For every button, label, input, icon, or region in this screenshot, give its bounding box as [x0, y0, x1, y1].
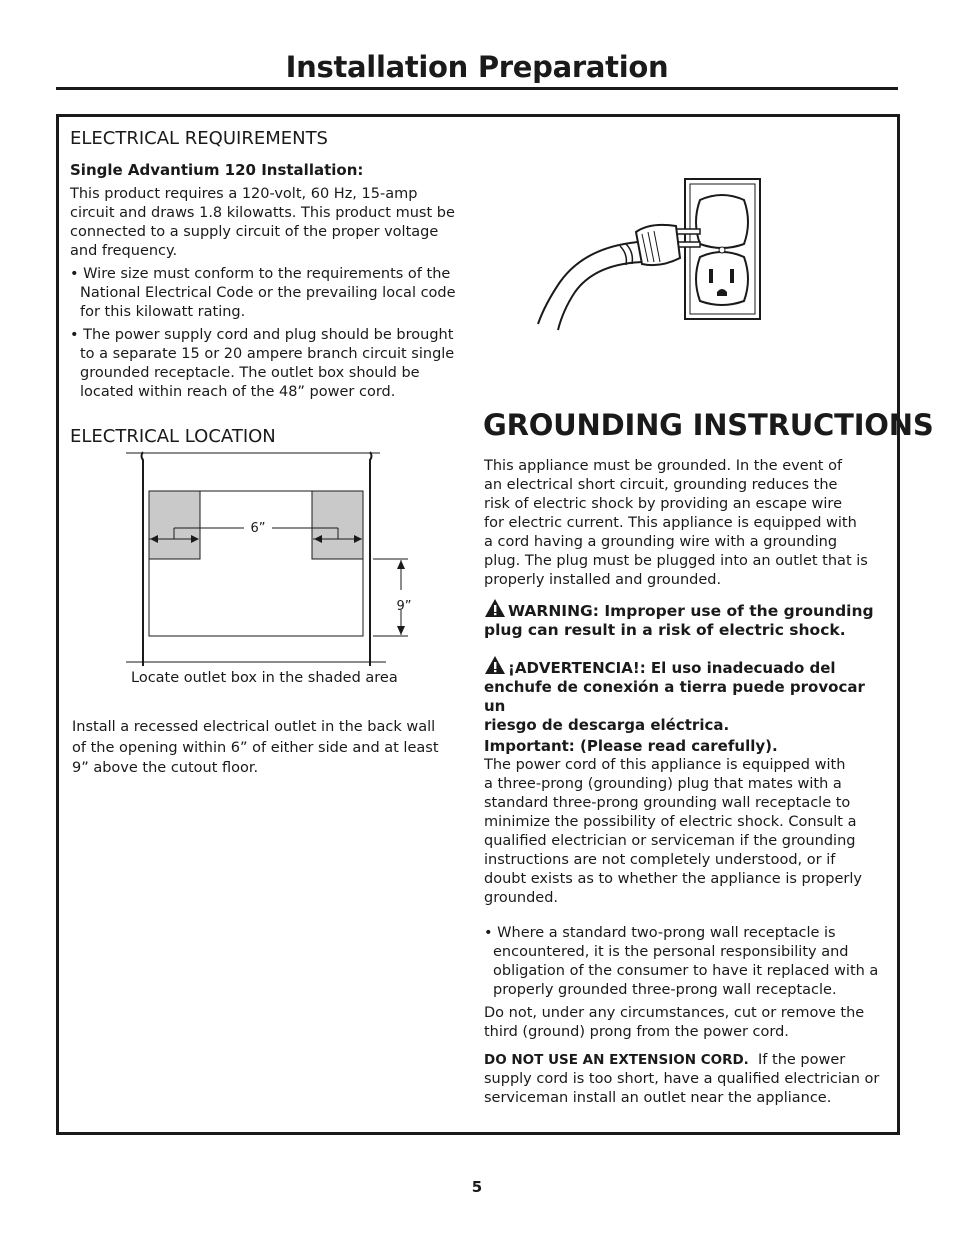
grounded-plug-illustration	[530, 172, 770, 332]
grounding-instructions-title: GROUNDING INSTRUCTIONS	[483, 408, 934, 442]
diagram-caption: Locate outlet box in the shaded area	[131, 670, 398, 686]
dimension-6-label: 6”	[250, 521, 266, 536]
important-paragraph: The power cord of this appliance is equipped with a three-prong (grounding) plug that mates with a standard three-prong grounding wall receptacle to minimize the possibility of electric shock. Consult a qualified electrician or serviceman if the grounding instructions are not completely understood, or if doubt exists as to whether the appliance is properly grounded.	[484, 757, 862, 906]
title-divider	[56, 87, 898, 90]
grounding-intro: This appliance must be grounded. In the event of an electrical short circuit, grounding reduces the risk of electric shock by providing an escape wire for electric current. This appliance is equipped with a cord having a grounding wire with a grounding plug. The plug must be plugged into an outlet that is properly installed and grounded.	[484, 458, 868, 588]
electrical-location-heading: ELECTRICAL LOCATION	[70, 426, 276, 447]
single-advantium-subheading: Single Advantium 120 Installation:	[70, 161, 364, 179]
page-title: Installation Preparation	[285, 50, 669, 84]
warning-triangle-icon	[484, 655, 506, 675]
bullet-power-cord: • The power supply cord and plug should be brought to a separate 15 or 20 ampere branch circuit single grounded receptacle. The outlet box should be located within reach of the 48” power cord.	[70, 327, 455, 400]
warning-english: WARNING: Improper use of the grounding plug can result in a risk of electric shock.	[484, 598, 884, 640]
important-heading: Important: (Please read carefully).	[484, 737, 778, 755]
page-number: 5	[471, 1178, 483, 1196]
dimension-9-label: 9”	[396, 599, 412, 614]
right-shaded-zone	[312, 491, 363, 559]
extension-cord-notice: DO NOT USE AN EXTENSION CORD. If the power supply cord is too short, have a qualified electrician or serviceman install an outlet near the appliance.	[484, 1052, 880, 1106]
warning-spanish: ¡ADVERTENCIA!: El uso inadecuado del enchufe de conexión a tierra puede provocar un riesgo de descarga eléctrica.	[484, 655, 884, 735]
bullet-wire-size: • Wire size must conform to the requirements of the National Electrical Code or the prevailing local code for this kilowatt rating.	[70, 266, 456, 320]
two-prong-bullet: • Where a standard two-prong wall receptacle is encountered, it is the personal responsibility and obligation of the consumer to have it replaced with a properly grounded three-prong wall receptacle.	[484, 925, 879, 998]
warning-triangle-icon	[484, 598, 506, 618]
location-instructions: Install a recessed electrical outlet in the back wall of the opening within 6” of either side and at least 9” above the cutout floor.	[72, 719, 439, 776]
do-not-remove-prong: Do not, under any circumstances, cut or remove the third (ground) prong from the power cord.	[484, 1005, 865, 1040]
electrical-requirements-heading: ELECTRICAL REQUIREMENTS	[70, 128, 328, 149]
extension-cord-label: DO NOT USE AN EXTENSION CORD.	[484, 1052, 749, 1068]
requirements-paragraph: This product requires a 120-volt, 60 Hz, 15-amp circuit and draws 1.8 kilowatts. This product must be connected to a supply circuit of the proper voltage and frequency.	[70, 186, 455, 259]
outlet-location-diagram	[118, 448, 418, 673]
left-shaded-zone	[149, 491, 200, 559]
